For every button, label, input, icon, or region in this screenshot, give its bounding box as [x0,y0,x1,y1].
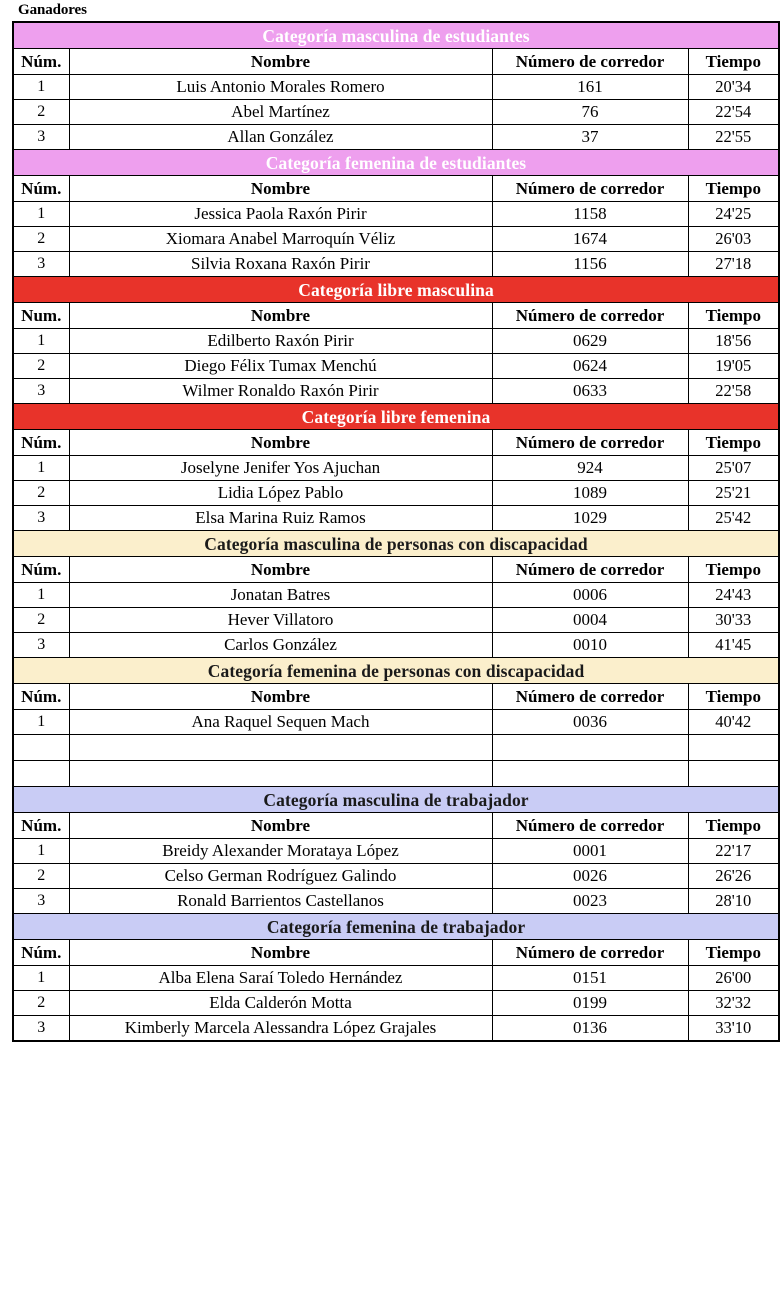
table-row [13,889,779,914]
name-cell: Breidy Alexander Morataya López [69,839,492,864]
column-header-num-cell: Núm. [13,813,69,839]
bib-cell: 0010 [492,633,688,658]
bib-cell: 0001 [492,839,688,864]
time-cell: 26'03 [688,227,779,252]
num-cell: 3 [13,125,69,150]
name-cell: Jonatan Batres [69,583,492,608]
column-header-num-cell: Núm. [13,557,69,583]
name-cell: Elda Calderón Motta [69,991,492,1016]
bib-cell [492,735,688,761]
column-header-row [13,303,779,329]
table-row [13,506,779,531]
column-header-bib-cell: Número de corredor [492,813,688,839]
num-cell: 3 [13,379,69,404]
time-cell: 22'55 [688,125,779,150]
column-header-time-cell: Tiempo [688,176,779,202]
time-cell [688,761,779,787]
column-header-row [13,176,779,202]
time-cell: 33'10 [688,1016,779,1042]
name-cell: Edilberto Raxón Pirir [69,329,492,354]
table-row [13,583,779,608]
time-cell: 25'42 [688,506,779,531]
bib-cell [492,761,688,787]
time-cell: 26'26 [688,864,779,889]
column-header-row [13,940,779,966]
column-header-row [13,557,779,583]
category-title: Categoría femenina de estudiantes [13,150,779,176]
bib-cell: 1158 [492,202,688,227]
column-header-name-cell: Nombre [69,684,492,710]
time-cell: 40'42 [688,710,779,735]
column-header-num-cell: Num. [13,303,69,329]
category-header-row [13,787,779,813]
column-header-row [13,49,779,75]
num-cell: 3 [13,1016,69,1042]
column-header-name-cell: Nombre [69,176,492,202]
name-cell: Alba Elena Saraí Toledo Hernández [69,966,492,991]
name-cell: Hever Villatoro [69,608,492,633]
category-title: Categoría femenina de personas con discapacidad [13,658,779,684]
winners-table [12,21,780,1042]
time-cell: 28'10 [688,889,779,914]
num-cell: 2 [13,608,69,633]
category-title: Categoría masculina de estudiantes [13,22,779,49]
column-header-bib-cell: Número de corredor [492,49,688,75]
table-row [13,75,779,100]
table-row [13,608,779,633]
time-cell: 24'43 [688,583,779,608]
column-header-num-cell: Núm. [13,430,69,456]
category-header-row [13,914,779,940]
num-cell: 3 [13,633,69,658]
bib-cell: 0023 [492,889,688,914]
num-cell: 3 [13,506,69,531]
bib-cell: 37 [492,125,688,150]
bib-cell: 0006 [492,583,688,608]
num-cell: 1 [13,456,69,481]
bib-cell: 161 [492,75,688,100]
column-header-time-cell: Tiempo [688,557,779,583]
table-row [13,100,779,125]
bib-cell: 0004 [492,608,688,633]
column-header-name-cell: Nombre [69,557,492,583]
column-header-time-cell: Tiempo [688,430,779,456]
bib-cell: 76 [492,100,688,125]
bib-cell: 0136 [492,1016,688,1042]
num-cell [13,761,69,787]
num-cell: 2 [13,100,69,125]
table-row [13,252,779,277]
time-cell [688,735,779,761]
table-row [13,202,779,227]
category-header-row [13,150,779,176]
name-cell: Wilmer Ronaldo Raxón Pirir [69,379,492,404]
num-cell: 1 [13,839,69,864]
name-cell: Lidia López Pablo [69,481,492,506]
name-cell: Joselyne Jenifer Yos Ajuchan [69,456,492,481]
column-header-name-cell: Nombre [69,430,492,456]
name-cell: Abel Martínez [69,100,492,125]
column-header-num-cell: Núm. [13,176,69,202]
category-title: Categoría libre masculina [13,277,779,303]
column-header-row [13,813,779,839]
table-row [13,966,779,991]
name-cell [69,735,492,761]
column-header-bib-cell: Número de corredor [492,940,688,966]
bib-cell: 0629 [492,329,688,354]
category-title: Categoría femenina de trabajador [13,914,779,940]
time-cell: 26'00 [688,966,779,991]
name-cell: Celso German Rodríguez Galindo [69,864,492,889]
name-cell: Silvia Roxana Raxón Pirir [69,252,492,277]
time-cell: 24'25 [688,202,779,227]
column-header-bib-cell: Número de corredor [492,684,688,710]
num-cell: 3 [13,889,69,914]
table-row [13,839,779,864]
bib-cell: 1089 [492,481,688,506]
column-header-name-cell: Nombre [69,303,492,329]
name-cell: Carlos González [69,633,492,658]
name-cell: Ronald Barrientos Castellanos [69,889,492,914]
time-cell: 22'58 [688,379,779,404]
num-cell: 1 [13,710,69,735]
time-cell: 30'33 [688,608,779,633]
num-cell: 1 [13,75,69,100]
category-header-row [13,658,779,684]
bib-cell: 0151 [492,966,688,991]
bib-cell: 1029 [492,506,688,531]
num-cell [13,735,69,761]
name-cell: Diego Félix Tumax Menchú [69,354,492,379]
column-header-bib-cell: Número de corredor [492,430,688,456]
num-cell: 3 [13,252,69,277]
name-cell [69,761,492,787]
name-cell: Allan González [69,125,492,150]
time-cell: 19'05 [688,354,779,379]
time-cell: 25'07 [688,456,779,481]
column-header-num-cell: Núm. [13,49,69,75]
column-header-num-cell: Núm. [13,684,69,710]
num-cell: 2 [13,481,69,506]
bib-cell: 1674 [492,227,688,252]
bib-cell: 0026 [492,864,688,889]
bib-cell: 0633 [492,379,688,404]
category-title: Categoría libre femenina [13,404,779,430]
category-title: Categoría masculina de trabajador [13,787,779,813]
column-header-bib-cell: Número de corredor [492,176,688,202]
column-header-row [13,684,779,710]
table-row [13,329,779,354]
bib-cell: 0199 [492,991,688,1016]
name-cell: Xiomara Anabel Marroquín Véliz [69,227,492,252]
category-header-row [13,531,779,557]
table-row [13,354,779,379]
name-cell: Kimberly Marcela Alessandra López Grajales [69,1016,492,1042]
time-cell: 41'45 [688,633,779,658]
table-row [13,710,779,735]
table-row-empty [13,735,779,761]
table-row [13,125,779,150]
column-header-bib-cell: Número de corredor [492,557,688,583]
column-header-time-cell: Tiempo [688,813,779,839]
name-cell: Luis Antonio Morales Romero [69,75,492,100]
time-cell: 20'34 [688,75,779,100]
column-header-time-cell: Tiempo [688,940,779,966]
num-cell: 1 [13,583,69,608]
time-cell: 27'18 [688,252,779,277]
column-header-time-cell: Tiempo [688,303,779,329]
bib-cell: 1156 [492,252,688,277]
column-header-bib-cell: Número de corredor [492,303,688,329]
category-title: Categoría masculina de personas con discapacidad [13,531,779,557]
category-header-row [13,277,779,303]
column-header-name-cell: Nombre [69,813,492,839]
num-cell: 1 [13,966,69,991]
table-row [13,379,779,404]
bib-cell: 0036 [492,710,688,735]
name-cell: Jessica Paola Raxón Pirir [69,202,492,227]
column-header-name-cell: Nombre [69,940,492,966]
name-cell: Elsa Marina Ruiz Ramos [69,506,492,531]
table-row [13,633,779,658]
table-row [13,227,779,252]
num-cell: 2 [13,354,69,379]
table-row [13,864,779,889]
time-cell: 32'32 [688,991,779,1016]
winners-table-body [13,22,779,1041]
num-cell: 2 [13,864,69,889]
num-cell: 2 [13,991,69,1016]
column-header-name-cell: Nombre [69,49,492,75]
bib-cell: 924 [492,456,688,481]
time-cell: 18'56 [688,329,779,354]
time-cell: 22'17 [688,839,779,864]
name-cell: Ana Raquel Sequen Mach [69,710,492,735]
bib-cell: 0624 [492,354,688,379]
table-row [13,991,779,1016]
num-cell: 1 [13,202,69,227]
column-header-row [13,430,779,456]
column-header-time-cell: Tiempo [688,49,779,75]
column-header-time-cell: Tiempo [688,684,779,710]
column-header-num-cell: Núm. [13,940,69,966]
table-row-empty [13,761,779,787]
time-cell: 25'21 [688,481,779,506]
category-header-row [13,404,779,430]
num-cell: 1 [13,329,69,354]
table-row [13,1016,779,1042]
time-cell: 22'54 [688,100,779,125]
table-row [13,456,779,481]
table-row [13,481,779,506]
category-header-row [13,22,779,49]
num-cell: 2 [13,227,69,252]
page-title: Ganadores [18,2,87,18]
